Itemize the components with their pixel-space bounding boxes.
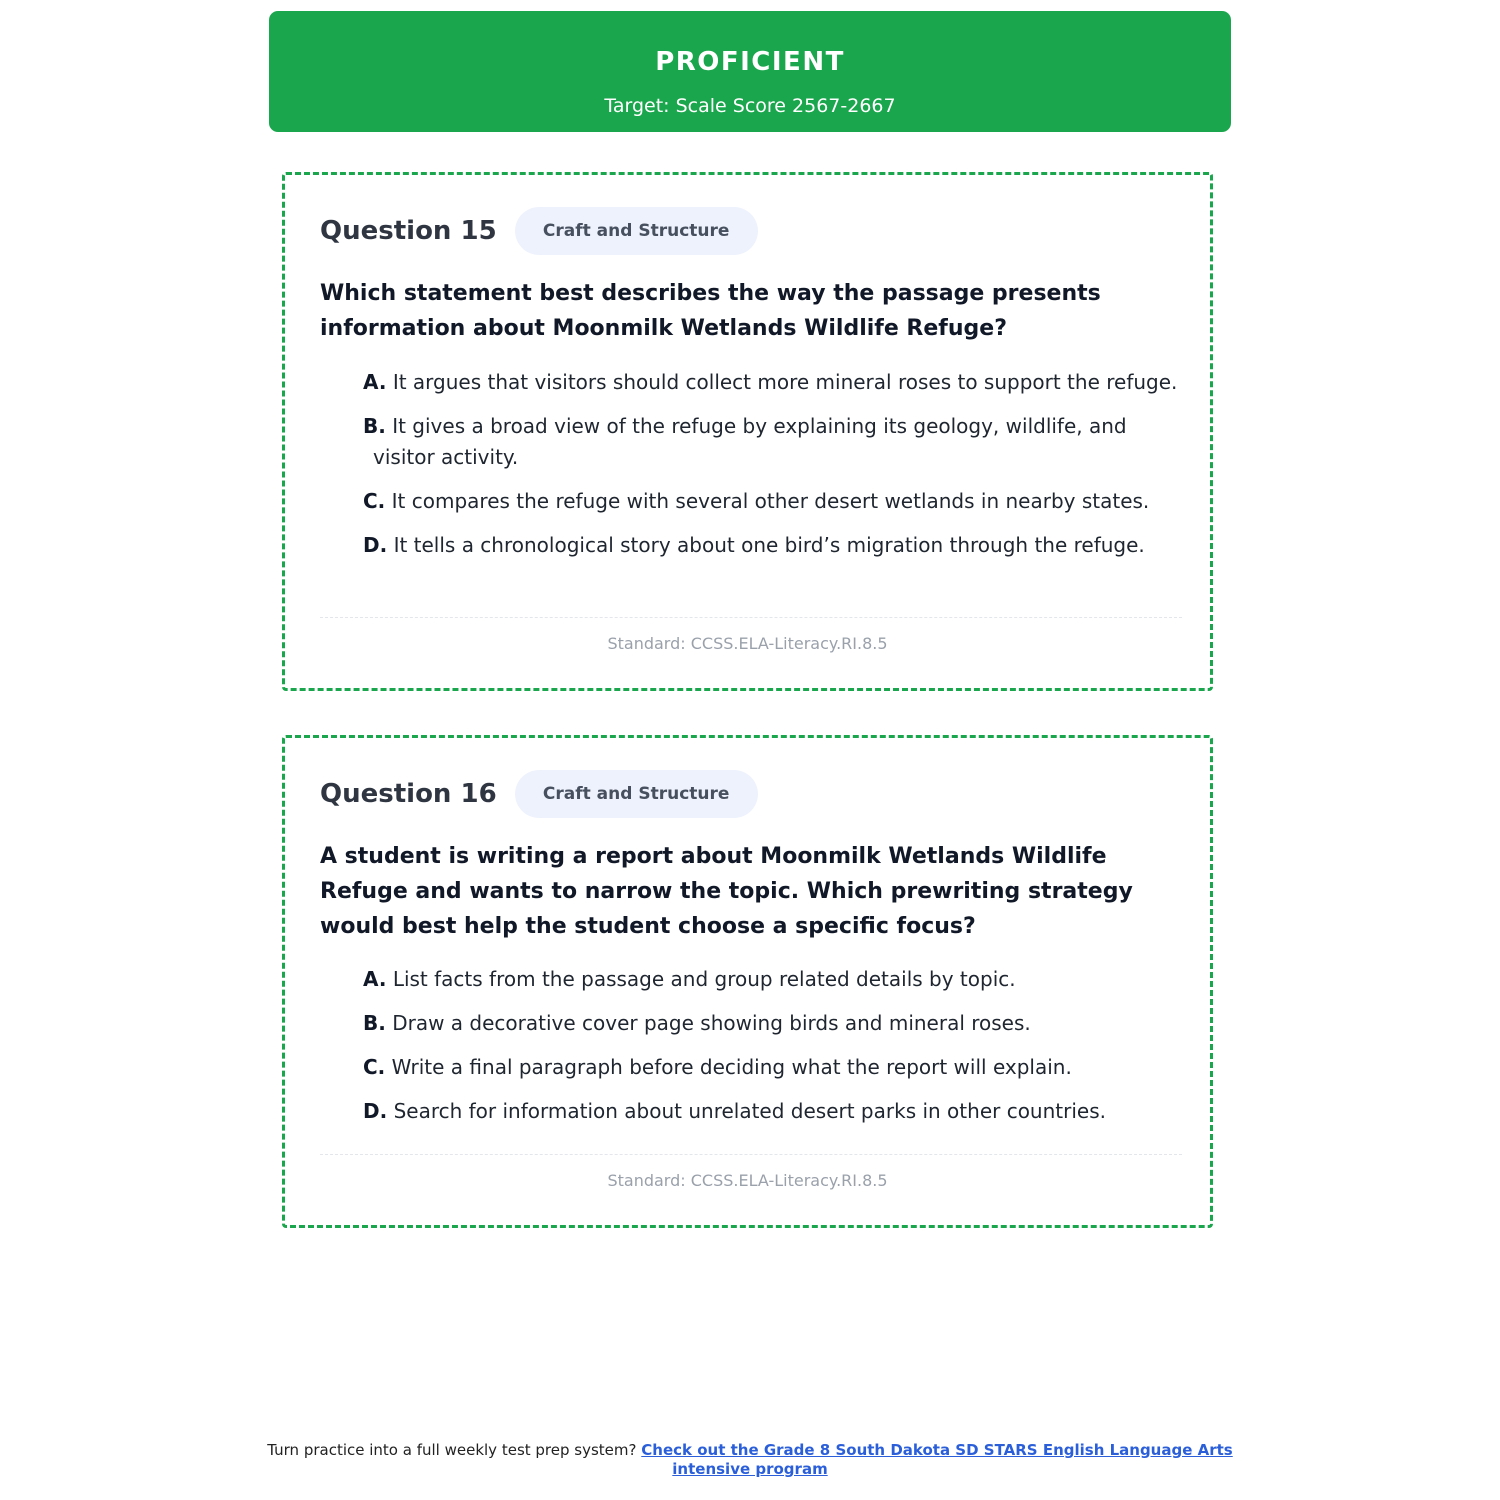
level-title: PROFICIENT bbox=[655, 47, 845, 77]
category-badge: Craft and Structure bbox=[515, 770, 758, 818]
answer-option-c[interactable] bbox=[363, 486, 1183, 517]
answer-options bbox=[363, 964, 1183, 1127]
option-letter: A. bbox=[363, 967, 387, 991]
answer-option-d[interactable] bbox=[363, 1096, 1183, 1127]
option-letter: D. bbox=[363, 533, 388, 557]
option-text: It compares the refuge with several other desert wetlands in nearby states. bbox=[391, 489, 1150, 513]
option-text: Draw a decorative cover page showing birds and mineral roses. bbox=[392, 1011, 1031, 1035]
level-banner bbox=[269, 11, 1231, 132]
question-card-16 bbox=[282, 735, 1213, 1228]
standard-label: Standard: CCSS.ELA-Literacy.RI.8.5 bbox=[607, 634, 888, 653]
option-text: It tells a chronological story about one bird’s migration through the refuge. bbox=[393, 533, 1145, 557]
option-letter: C. bbox=[363, 489, 386, 513]
question-title: Question 15 bbox=[320, 216, 497, 246]
question-prompt: A student is writing a report about Moonmilk Wetlands Wildlife Refuge and wants to narrow the topic. Which prewriting strategy would best help the student choose a specific focus? bbox=[320, 844, 1133, 939]
option-text: Search for information about unrelated desert parks in other countries. bbox=[393, 1099, 1106, 1123]
option-text: Write a final paragraph before deciding what the report will explain. bbox=[391, 1055, 1072, 1079]
answer-option-b[interactable] bbox=[363, 411, 1183, 473]
answer-option-a[interactable] bbox=[363, 964, 1183, 995]
target-score: Target: Scale Score 2567-2667 bbox=[604, 95, 896, 117]
answer-option-b[interactable] bbox=[363, 1008, 1183, 1039]
question-prompt: Which statement best describes the way the passage presents information about Moonmilk Wetlands Wildlife Refuge? bbox=[320, 281, 1101, 341]
option-letter: C. bbox=[363, 1055, 386, 1079]
footer-text: Turn practice into a full weekly test prep system? bbox=[267, 1441, 637, 1459]
program-link[interactable]: Check out the Grade 8 South Dakota SD STARS English Language Arts intensive program bbox=[641, 1441, 1233, 1478]
divider bbox=[320, 1154, 1182, 1155]
answer-option-c[interactable] bbox=[363, 1052, 1183, 1083]
option-text: It gives a broad view of the refuge by explaining its geology, wildlife, and visitor activity. bbox=[373, 414, 1127, 469]
answer-option-d[interactable] bbox=[363, 530, 1183, 561]
question-card-15 bbox=[282, 172, 1213, 691]
footer-promo bbox=[260, 1441, 1240, 1479]
option-letter: B. bbox=[363, 414, 386, 438]
standard-label: Standard: CCSS.ELA-Literacy.RI.8.5 bbox=[607, 1171, 888, 1190]
option-letter: A. bbox=[363, 370, 387, 394]
category-badge: Craft and Structure bbox=[515, 207, 758, 255]
divider bbox=[320, 617, 1182, 618]
option-letter: D. bbox=[363, 1099, 388, 1123]
option-text: List facts from the passage and group related details by topic. bbox=[392, 967, 1016, 991]
option-letter: B. bbox=[363, 1011, 386, 1035]
option-text: It argues that visitors should collect more mineral roses to support the refuge. bbox=[392, 370, 1178, 394]
question-title: Question 16 bbox=[320, 779, 497, 809]
answer-option-a[interactable] bbox=[363, 367, 1183, 398]
answer-options bbox=[363, 367, 1183, 561]
question-header bbox=[320, 769, 758, 819]
question-header bbox=[320, 206, 758, 256]
